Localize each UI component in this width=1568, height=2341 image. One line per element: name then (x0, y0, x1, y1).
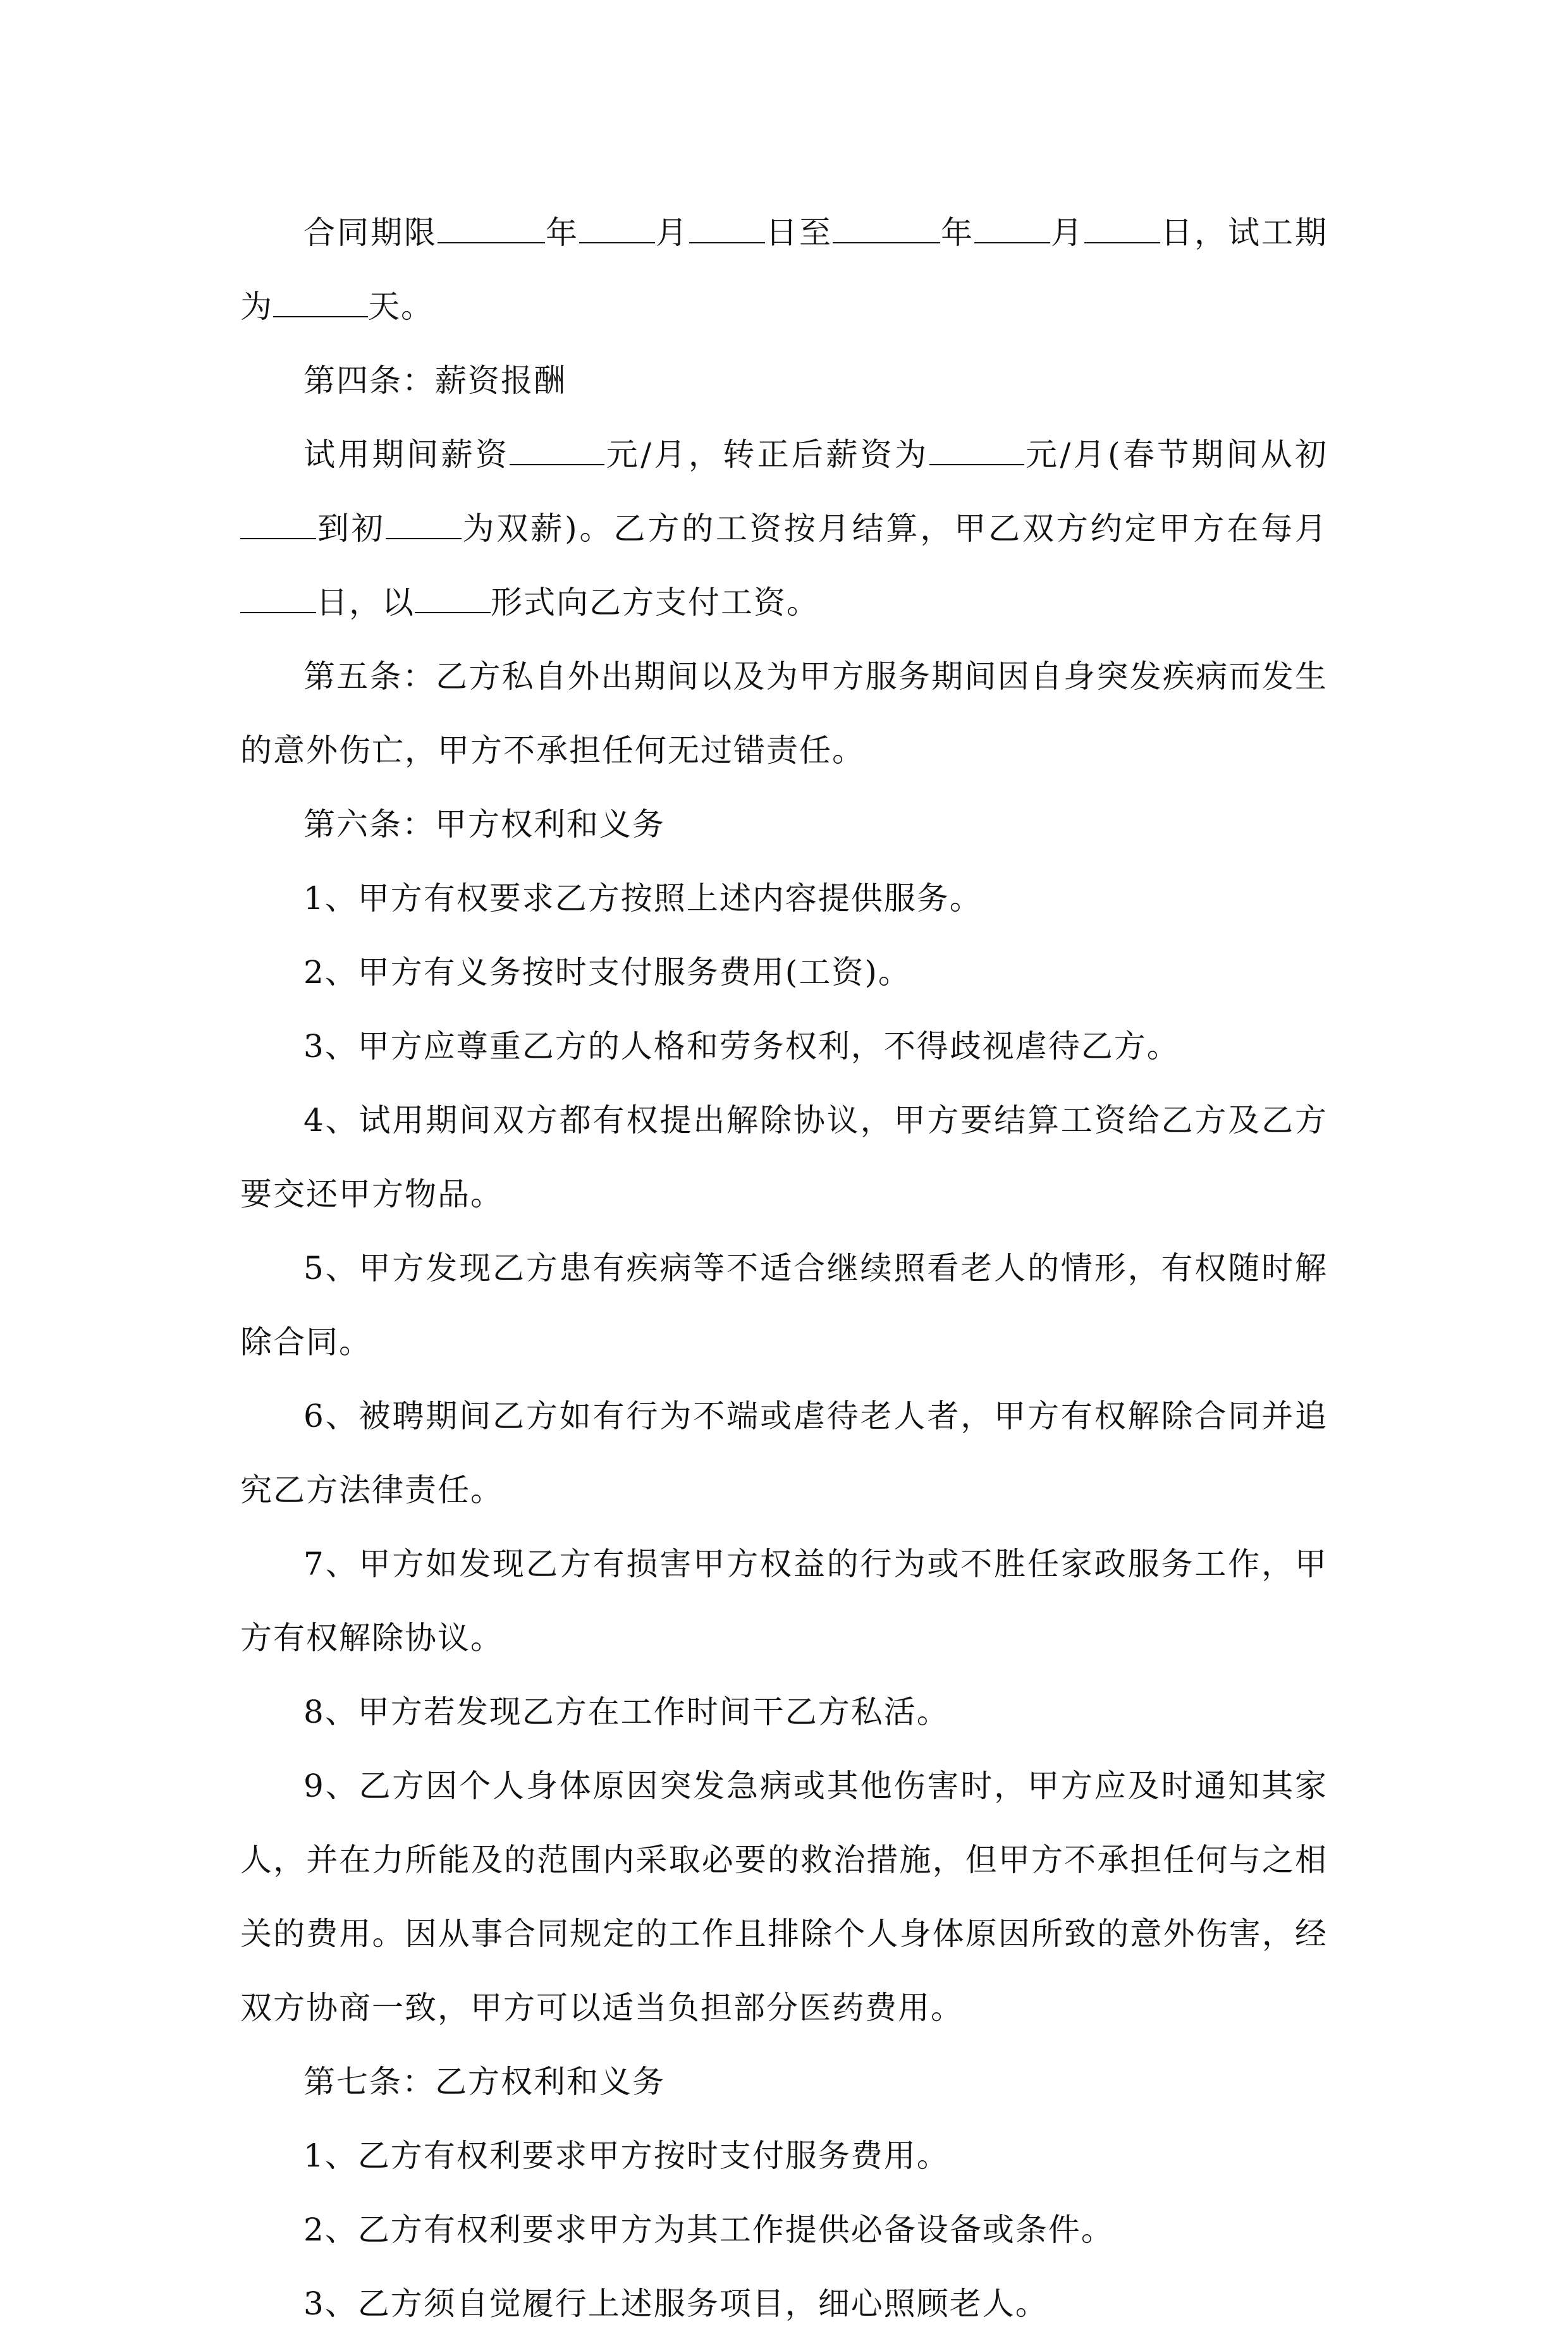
contract-term-label: 合同期限 (303, 214, 438, 251)
article6-item: 5、甲方发现乙方患有疾病等不适合继续照看老人的情形，有权随时解除合同。 (240, 1250, 1328, 1360)
payday-label: 日，以 (316, 584, 415, 621)
month-label-2: 月 (1050, 214, 1084, 251)
spring-festival-label: 元/月(春节期间从初 (1024, 436, 1328, 473)
day-to-label: 日至 (765, 214, 833, 251)
article6-heading: 第六条：甲方权利和义务 (303, 806, 665, 843)
year-label: 年 (545, 214, 579, 251)
article6-item: 4、试用期间双方都有权提出解除协议，甲方要结算工资给乙方及乙方要交还甲方物品。 (240, 1102, 1328, 1213)
month-label: 月 (655, 214, 689, 251)
document-page (240, 196, 1328, 2341)
trial-salary-label: 试用期间薪资 (303, 436, 510, 473)
article7-heading: 第七条：乙方权利和义务 (303, 2063, 665, 2100)
trial-salary-blank (510, 436, 604, 465)
article7-item: 2、乙方有权利要求甲方为其工作提供必备设备或条件。 (303, 2211, 1114, 2248)
trial-days-blank (273, 288, 368, 317)
article6-item: 7、甲方如发现乙方有损害甲方权益的行为或不胜任家政服务工作，甲方有权解除协议。 (240, 1546, 1328, 1656)
end-day-blank (1084, 214, 1160, 243)
article5-paragraph: 第五条：乙方私自外出期间以及为甲方服务期间因自身突发疾病而发生的意外伤亡，甲方不承担任何无过错责任。 (240, 658, 1328, 769)
festival-to-label: 到初 (316, 510, 386, 547)
start-day-blank (689, 214, 765, 243)
contract-term-paragraph (240, 196, 1328, 344)
article6-item: 6、被聘期间乙方如有行为不端或虐待老人者，甲方有权解除合同并追究乙方法律责任。 (240, 1398, 1328, 1508)
article6-item: 8、甲方若发现乙方在工作时间干乙方私活。 (303, 1694, 950, 1730)
year-label-2: 年 (940, 214, 974, 251)
double-pay-label: 为双薪)。乙方的工资按月结算，甲乙双方约定甲方在每月 (461, 510, 1328, 547)
regular-salary-label: 元/月，转正后薪资为 (604, 436, 929, 473)
article6-item: 9、乙方因个人身体原因突发急病或其他伤害时，甲方应及时通知其家人，并在力所能及的范围内采取必要的救治措施，但甲方不承担任何与之相关的费用。因从事合同规定的工作且排除个人身体原因所致的意外伤害，经双方协商一致，甲方可以适当负担部分医药费用。 (240, 1768, 1328, 2026)
start-year-blank (438, 214, 545, 243)
regular-salary-blank (929, 436, 1024, 465)
payday-blank (240, 584, 316, 613)
festival-end-blank (386, 510, 462, 539)
article7-item: 1、乙方有权利要求甲方按时支付服务费用。 (303, 2137, 950, 2174)
pay-method-blank (415, 584, 491, 613)
article4-heading: 第四条：薪资报酬 (303, 362, 567, 399)
end-month-blank (974, 214, 1050, 243)
article6-item: 1、甲方有权要求乙方按照上述内容提供服务。 (303, 880, 983, 917)
start-month-blank (579, 214, 655, 243)
festival-start-blank (240, 510, 316, 539)
article6-item: 2、甲方有义务按时支付服务费用(工资)。 (303, 954, 911, 991)
article6-item: 3、甲方应尊重乙方的人格和劳务权利，不得歧视虐待乙方。 (303, 1028, 1180, 1065)
trial-period-label: 日，试工期为 (240, 214, 1328, 325)
pay-method-label: 形式向乙方支付工资。 (491, 584, 819, 621)
article4-paragraph (240, 418, 1328, 640)
days-label: 天。 (368, 288, 434, 325)
end-year-blank (833, 214, 940, 243)
article7-item: 3、乙方须自觉履行上述服务项目，细心照顾老人。 (303, 2285, 1048, 2322)
